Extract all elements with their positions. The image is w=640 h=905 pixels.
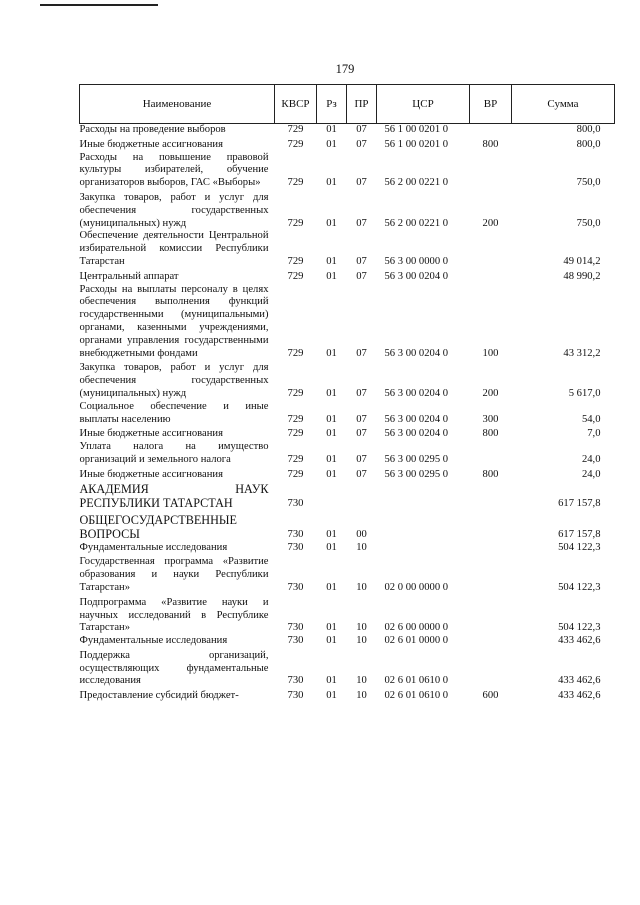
cell-kvsr: 730: [287, 541, 304, 553]
table-row: [80, 482, 615, 511]
cell-rz: 01: [326, 428, 337, 440]
header-kvsr: КВСР: [275, 85, 317, 124]
cell-kvsr: 730: [287, 528, 304, 540]
cell-csr: [377, 482, 470, 511]
cell-name: Иные бюджетные ассигнования: [79, 428, 223, 440]
page-number: 179: [335, 62, 355, 76]
cell-sum: 504 122,3: [558, 541, 601, 553]
table-row: [80, 511, 615, 542]
cell-name: Поддержка организаций, осуществляющих фундаментальные исследования: [79, 649, 269, 687]
cell-vr: [470, 269, 512, 284]
table-row: [80, 595, 615, 635]
header-pr: ПР: [347, 85, 377, 124]
table-row: [80, 137, 615, 152]
cell-rz: 01: [326, 635, 337, 647]
cell-vr: 800: [482, 468, 499, 480]
cell-csr: [377, 542, 470, 555]
cell-csr: 56 3 00 0204 0: [384, 347, 449, 359]
cell-pr: 07: [356, 217, 367, 229]
cell-rz: 01: [326, 217, 337, 229]
cell-name: АКАДЕМИЯ НАУК РЕСПУБЛИКИ ТАТАРСТАН: [79, 481, 269, 511]
cell-sum: 49 014,2: [563, 255, 601, 267]
header-name: Наименование: [80, 85, 275, 124]
cell-sum: 750,0: [576, 217, 601, 229]
cell-vr: [470, 152, 512, 190]
header-csr: ЦСР: [377, 85, 470, 124]
cell-vr: [470, 124, 512, 137]
cell-kvsr: 730: [287, 497, 304, 509]
cell-rz: 01: [326, 528, 337, 540]
cell-rz: 01: [326, 124, 337, 135]
cell-csr: 56 3 00 0204 0: [384, 428, 449, 440]
cell-pr: 10: [356, 675, 367, 687]
cell-name: Расходы на проведение выборов: [79, 124, 226, 135]
header-sum: Сумма: [512, 85, 615, 124]
cell-pr: 07: [356, 124, 367, 135]
cell-csr: 02 0 00 0000 0: [384, 581, 449, 593]
cell-kvsr: 730: [287, 690, 304, 702]
cell-rz: 01: [326, 270, 337, 282]
cell-sum: 504 122,3: [558, 581, 601, 593]
table-row: [80, 124, 615, 137]
cell-rz: 01: [326, 413, 337, 425]
cell-pr: 10: [356, 622, 367, 634]
cell-kvsr: 729: [287, 387, 304, 399]
cell-pr: 07: [356, 413, 367, 425]
cell-name: Закупка товаров, работ и услуг для обеспечения государственных (муниципальных) нужд: [79, 191, 269, 229]
cell-sum: 24,0: [581, 468, 601, 480]
cell-kvsr: 729: [287, 217, 304, 229]
cell-vr: [470, 482, 512, 511]
cell-kvsr: 730: [287, 675, 304, 687]
cell-rz: 01: [326, 581, 337, 593]
cell-csr: 56 1 00 0201 0: [384, 124, 449, 135]
cell-sum: 800,0: [576, 124, 601, 135]
cell-name: Расходы на повышение правовой культуры избирателей, обучение организаторов выборов, ГАС «Выборы»: [79, 151, 269, 189]
cell-vr: 800: [482, 428, 499, 440]
cell-csr: 56 2 00 0221 0: [384, 177, 449, 189]
cell-pr: 07: [356, 428, 367, 440]
cell-vr: [470, 635, 512, 648]
cell-kvsr: 730: [287, 581, 304, 593]
cell-vr: 200: [482, 387, 499, 399]
table-row: [80, 441, 615, 467]
cell-name: Центральный аппарат: [79, 270, 179, 282]
cell-csr: [377, 511, 470, 542]
cell-vr: [470, 542, 512, 555]
cell-sum: 48 990,2: [563, 270, 601, 282]
cell-name: Социальное обеспечение и иные выплаты населению: [79, 400, 269, 425]
cell-name: Расходы на выплаты персоналу в целях обеспечения выполнения функций государственными (муниципальными) органами, казенными учреждениями, органами управления государственными внебюджетными фондами: [79, 283, 269, 359]
cell-csr: 56 3 00 0204 0: [384, 387, 449, 399]
cell-rz: 01: [326, 541, 337, 553]
cell-rz: 01: [326, 690, 337, 702]
cell-vr: [470, 648, 512, 688]
table-row: [80, 554, 615, 594]
table-row: [80, 467, 615, 482]
cell-name: ОБЩЕГОСУДАРСТВЕННЫЕ ВОПРОСЫ: [79, 512, 237, 542]
cell-sum: 5 617,0: [568, 387, 601, 399]
cell-sum: 504 122,3: [558, 622, 601, 634]
cell-vr: 100: [482, 347, 499, 359]
cell-sum: 24,0: [581, 453, 601, 465]
cell-pr: [347, 482, 377, 511]
cell-rz: 01: [326, 387, 337, 399]
cell-kvsr: 729: [287, 270, 304, 282]
table-row: [80, 269, 615, 284]
table-row: [80, 360, 615, 400]
cell-vr: 200: [482, 217, 499, 229]
cell-sum: 750,0: [576, 177, 601, 189]
cell-kvsr: 729: [287, 453, 304, 465]
cell-sum: 433 462,6: [558, 635, 601, 647]
cell-pr: 07: [356, 255, 367, 267]
cell-kvsr: 729: [287, 468, 304, 480]
cell-name: Предоставление субсидий бюджет-: [79, 690, 239, 702]
cell-pr: 07: [356, 387, 367, 399]
cell-kvsr: 729: [287, 255, 304, 267]
cell-csr: 56 3 00 0000 0: [384, 255, 449, 267]
cell-kvsr: 730: [287, 635, 304, 647]
cell-pr: 10: [356, 541, 367, 553]
cell-kvsr: 729: [287, 347, 304, 359]
cell-pr: 07: [356, 468, 367, 480]
cell-name: Обеспечение деятельности Центральной избирательной комиссии Республики Татарстан: [79, 230, 269, 267]
cell-vr: [470, 554, 512, 594]
cell-name: Фундаментальные исследования: [79, 635, 228, 647]
cell-sum: 433 462,6: [558, 675, 601, 687]
cell-sum: 800,0: [576, 138, 601, 150]
cell-rz: 01: [326, 468, 337, 480]
cell-name: Фундаментальные исследования: [79, 541, 228, 553]
cell-kvsr: 729: [287, 428, 304, 440]
cell-name: Иные бюджетные ассигнования: [79, 138, 223, 150]
table-row: [80, 688, 615, 703]
cell-csr: 56 3 00 0295 0: [384, 468, 449, 480]
cell-rz: 01: [326, 177, 337, 189]
table-row: [80, 648, 615, 688]
cell-rz: 01: [326, 453, 337, 465]
cell-csr: 56 1 00 0201 0: [384, 138, 449, 150]
cell-csr: 02 6 01 0610 0: [384, 690, 449, 702]
cell-rz: 01: [326, 255, 337, 267]
cell-vr: [470, 441, 512, 467]
cell-rz: [317, 482, 347, 511]
cell-kvsr: 729: [287, 138, 304, 150]
table-row: [80, 190, 615, 230]
cell-sum: 7,0: [587, 428, 601, 440]
cell-kvsr: 729: [287, 124, 304, 135]
cell-sum: 43 312,2: [563, 347, 601, 359]
cell-name: Иные бюджетные ассигнования: [79, 468, 223, 480]
cell-name: Государственная программа «Развитие образования и науки Республики Татарстан»: [79, 556, 269, 593]
cell-sum: 617 157,8: [558, 497, 601, 509]
cell-rz: 01: [326, 622, 337, 634]
table-header-row: [80, 85, 615, 124]
cell-vr: [470, 595, 512, 635]
cell-vr: 300: [482, 413, 499, 425]
cell-csr: 56 3 00 0295 0: [384, 453, 449, 465]
cell-name: Уплата налога на имущество организаций и земельного налога: [79, 441, 269, 465]
cell-csr: 02 6 00 0000 0: [384, 622, 449, 634]
cell-pr: 00: [356, 528, 367, 540]
table-row: [80, 401, 615, 427]
cell-rz: 01: [326, 347, 337, 359]
cell-vr: [470, 511, 512, 542]
cell-rz: 01: [326, 675, 337, 687]
cell-sum: 433 462,6: [558, 690, 601, 702]
table-row: [80, 426, 615, 441]
table-row: [80, 152, 615, 190]
cell-pr: 07: [356, 270, 367, 282]
cell-vr: [470, 230, 512, 268]
cell-pr: 07: [356, 453, 367, 465]
table-row: [80, 230, 615, 268]
cell-sum: 54,0: [581, 413, 601, 425]
table-row: [80, 635, 615, 648]
cell-csr: 02 6 01 0000 0: [384, 635, 449, 647]
cell-csr: 02 6 01 0610 0: [384, 675, 449, 687]
cell-name: Подпрограмма «Развитие науки и научных исследований в Республике Татарстан»: [79, 596, 269, 634]
budget-table: [79, 84, 615, 703]
cell-pr: 10: [356, 581, 367, 593]
table-row: [80, 542, 615, 555]
top-rule: [40, 4, 158, 6]
cell-sum: 617 157,8: [558, 528, 601, 540]
cell-csr: 56 2 00 0221 0: [384, 217, 449, 229]
cell-csr: 56 3 00 0204 0: [384, 270, 449, 282]
table-row: [80, 284, 615, 361]
header-vr: ВР: [470, 85, 512, 124]
cell-vr: 600: [482, 690, 499, 702]
cell-vr: 800: [482, 138, 499, 150]
cell-csr: 56 3 00 0204 0: [384, 413, 449, 425]
cell-kvsr: 729: [287, 177, 304, 189]
cell-kvsr: 729: [287, 413, 304, 425]
cell-pr: 07: [356, 177, 367, 189]
header-rz: Рз: [317, 85, 347, 124]
cell-name: Закупка товаров, работ и услуг для обеспечения государственных (муниципальных) нужд: [79, 362, 269, 399]
cell-kvsr: 730: [287, 622, 304, 634]
cell-rz: 01: [326, 138, 337, 150]
cell-pr: 10: [356, 690, 367, 702]
cell-pr: 07: [356, 138, 367, 150]
cell-pr: 10: [356, 635, 367, 647]
cell-pr: 07: [356, 347, 367, 359]
